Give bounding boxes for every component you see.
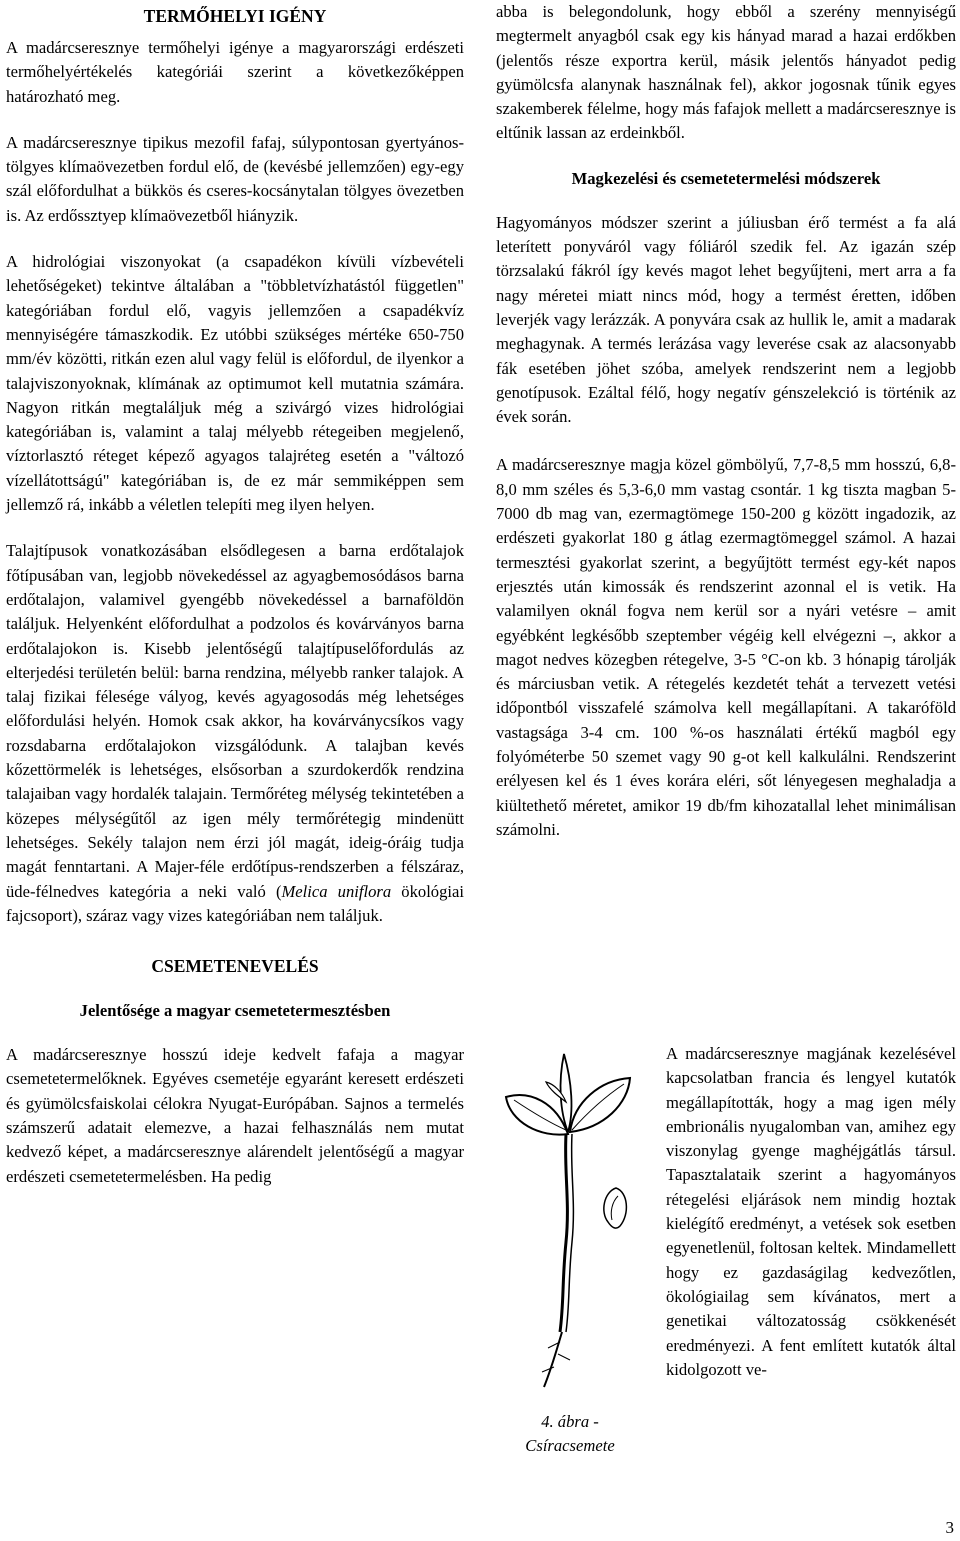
paragraph: abba is belegondolunk, hogy ebből a szerény mennyiségű megtermelt anyagból csak egy kis hányad marad a hazai erdőkben (jelentős része exportra kerül, másik jelentős hányadot pedig gyümölcsfa alanynak használnak fel), akkor jogosnak tűnik egyes szakemberek félelme, hogy más fafajok mellett a madárcseresznye is eltűnik lassan az erdeinkből. xyxy=(496,2,956,143)
subsection-heading: Magkezelési és csemetetermelési módszerek xyxy=(571,168,881,188)
paragraph: A madárcseresznye tipikus mezofil fafaj, súlypontosan gyertyános-tölgyes klímaövezetben fordul elő, de (kevésbé jellemzően) egy-egy szál előfordulhat a bükkös és cseres-kocsánytalan tölgyes övezetben is. Az erdőssztyep klímaövezetből hiányzik. xyxy=(6,132,464,225)
section-heading-termohelyi-igeny: TERMŐHELYI IGÉNY xyxy=(143,6,327,26)
figure-block xyxy=(496,1042,956,1462)
right-column xyxy=(496,0,956,842)
seedling-illustration xyxy=(500,1042,640,1402)
paragraph: A madárcseresznye magja közel gömbölyű, 7,7-8,5 mm hosszú, 6,8-8,0 mm széles és 5,3-6,0 mm vastag csontár. 1 kg tiszta magban 5-7000 db mag van, ezermagtömege 150-200 g között ingadozik, az erdészeti gyakorlat 180 g átlag ezermagtömeggel számol. A hazai termesztési gyakorlat szerint, a begyűjtött termést egy-két napos erjesztés után kimossák és rendszerint azonnal el is vetik. Ha valamilyen oknál fogva nem kerül sor a nyári vetésre – amit egyébként legkésőbb szeptember végéig kell elvégezni –, akkor a magot nedves közegben rétegelve, 3-5 °C-on kb. 3 hónapig tárolják és márciusban vetik. A rétegelés kezdetét tehát a tervezett vetési időpontból visszafelé számolva kell megállapítani. A takaróföld vastagsága 3-4 cm. 100 %-os használati értékű magból egy folyóméterbe 50 szemet vagy 90 g-ot kell kalkulálni. Rendszerint erélyesen kel és 1 éves korára eléri, sőt lényegesen meghaladja a kiültethető méretet, amikor 19 db/fm kihozatallal lehet minimálisan számolni. xyxy=(496,455,956,839)
paragraph-text: ökológiai fajcsoport), száraz vagy vizes kategóriában nem találjuk. xyxy=(6,881,464,925)
figure-seedling xyxy=(496,1042,644,1460)
section-heading-csemetenevelés: CSEMETENEVELÉS xyxy=(151,956,319,977)
paragraph xyxy=(6,539,464,928)
paragraph: Hagyományos módszer szerint a júliusban érő termést a fa alá leterített ponyváról vagy fóliáról szedik fel. Az igazán szép törzsalakú fákról így kevés magot lehet begyűjteni, mert arra a fa nagy méretei miatt nincs mód, hogy a termést éretten, időben leverjék vagy lerázzák. A ponyvára csak az hullik le, amit a madarak meghagynak. A termés lerázása vagy leverése csak az alacsonyabb fák esetében jöhet szóba, amelyek rendszerint nem a legjobb genotípusok. Ezáltal félő, hogy negatív génszelekció is történik az évek során. xyxy=(496,212,956,427)
left-column xyxy=(6,0,464,1189)
figure-caption: 4. ábra - Csíracsemete xyxy=(525,1412,615,1456)
paragraph: A hidrológiai viszonyokat (a csapadékon kívüli vízbevételi lehetőségeket) tekintve általában a "többletvízhatástól független" kategóriában fordul elő, vagyis jellemzően a csapadékvíz mennyiségére támaszkodik. Ez utóbbi szükséges mértéke 650-750 mm/év közötti, ritkán ezen alul vagy felül is előfordul, de ilyenkor a talajviszonyoknak, klímának az optimumot kell mutatnia számára. Nagyon ritkán megtaláljuk még a szivárgó vizes hidrológiai kategóriában is, valamint a talaj mélyebb rétegeiben megjelenő, víztorlasztó réteget képező agyagos talajréteg esetén a "változó vízellátottságú" kategóriában is, de ez már semmiképpen sem jellemző rá, inkább a véletlen telepíti meg ilyen helyen. xyxy=(6,252,464,515)
paragraph: A madárcseresznye magjának kezelésével kapcsolatban francia és lengyel kutatók megállapították, hogy a mag igen mély embrionális nyugalomban van, amihez egy viszonylag gyenge maghéjgátlás társul. Tapasztalataik szerint a hagyományos rétegelési eljárások nem mindig hoztak kielégítő eredményt, a vetések sok esetben egyenetlenül, foltosan keltek. Mindamellett hogy ez gazdaságilag kedvezőtlen, ökológiailag sem kívánatos, mert a genetikai változatosság csökkenését eredményezi. A fent említett kutatók által kidolgozott ve- xyxy=(666,1044,956,1379)
paragraph: A madárcseresznye termőhelyi igénye a magyarországi erdészeti termőhelyértékelés kategóriái szerint a következőképpen határozható meg. xyxy=(6,38,464,106)
paragraph: A madárcseresznye hosszú ideje kedvelt fafaja a magyar csemetetermelőknek. Egyéves csemetéje egyaránt keresett erdészeti és gyümölcsfaiskolai célokra Nyugat-Európában. Sajnos a termelés számszerű adatait elemezve, a hazai felhasználás nem mutat kedvező képet, a madárcseresznye alárendelt jelentőségű a magyar erdészeti csemetetermelésben. Ha pedig xyxy=(6,1045,464,1186)
species-name: Melica uniflora xyxy=(281,881,392,901)
subsection-heading: Jelentősége a magyar csemetetermesztésben xyxy=(79,1001,391,1021)
paragraph-text: Talajtípusok vonatkozásában elsődlegesen a barna erdőtalajok főtípusában van, legjobb növekedéssel az agyagbemosódásos barna erdőtalajon, valamivel gyengébb növekedéssel a barnaföldön találjuk. Helyenként előfordulhat a podzolos és kovárványos barna erdőtalajokon is. Kisebb jelentőségű talajtípuselőfordulás az elterjedési területén belül: barna rendzina, mélyebb ranker talajok. A talaj fizikai félesége vályog, kevés agyagosodás még lehetséges előfordulási helyén. Homok csak akkor, ha kovárványcsíkos vagy rozsdabarna erdőtalajokon vizsgálódunk. A talajban kevés kőzettörmelék is lehetséges, elsősorban a szurdokerdők rendzina talajaiban vagy hordalék talajain. Termőréteg mélység tekintetében a közepes mélységűtől az igen mély termőrétegig mindenütt lehetséges. Sekély talajon nem érzi jól magát, ideig-óráig tudja magát fenntartani. A Majer-féle erdőtípus-rendszerben a félszáraz, üde-félnedves kategória a neki való ( xyxy=(6,541,464,901)
page-number: 3 xyxy=(945,1518,954,1537)
